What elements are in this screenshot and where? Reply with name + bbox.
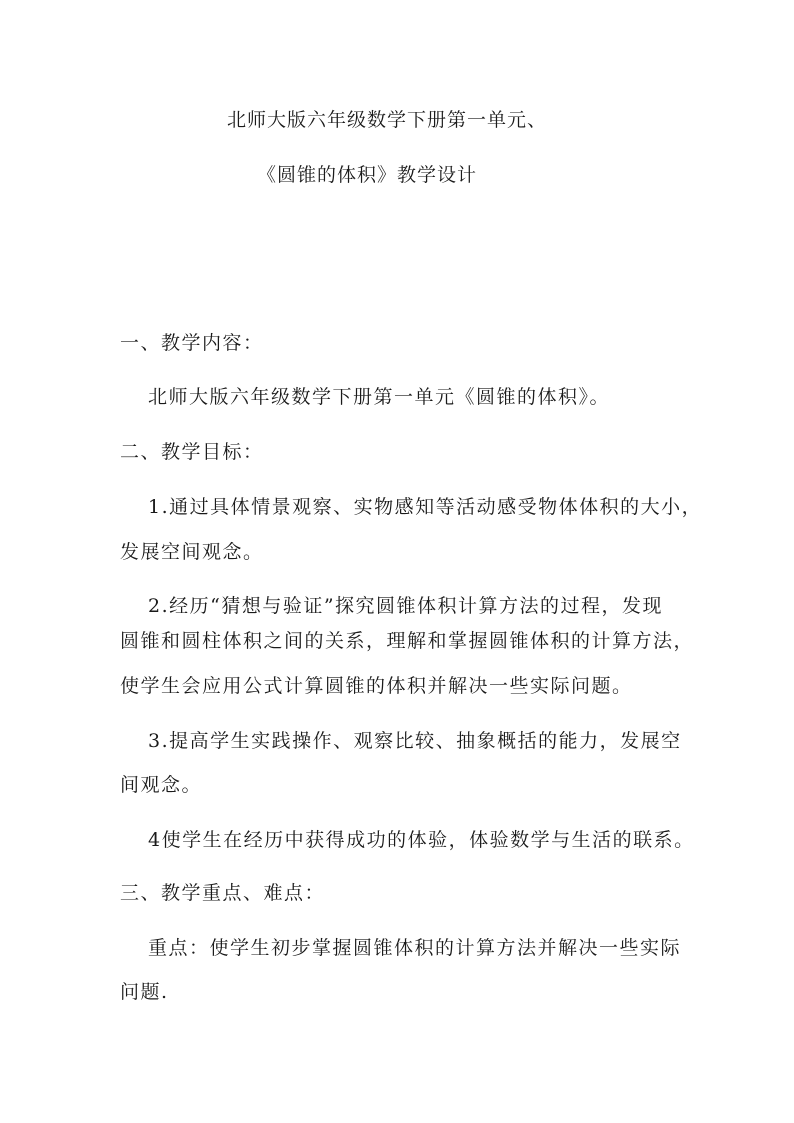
key-point-line2: 问题.	[120, 981, 169, 1003]
key-point-line1: 重点：使学生初步掌握圆锥体积的计算方法并解决一些实际	[148, 937, 682, 959]
section1-text: 北师大版六年级数学下册第一单元《圆锥的体积》。	[148, 386, 611, 408]
goal2-line3: 使学生会应用公式计算圆锥的体积并解决一些实际问题。	[120, 675, 633, 697]
section2-heading: 二、教学目标：	[120, 441, 264, 463]
document-title-line1: 北师大版六年级数学下册第一单元、	[226, 109, 547, 131]
goal3-line1: 3.提高学生实践操作、观察比较、抽象概括的能力，发展空	[148, 730, 682, 752]
goal4-line1: 4使学生在经历中获得成功的体验，体验数学与生活的联系。	[148, 829, 695, 851]
goal1-line2: 发展空间观念。	[120, 541, 264, 563]
goal2-line2: 圆锥和圆柱体积之间的关系，理解和掌握圆锥体积的计算方法，	[120, 630, 695, 652]
section1-heading: 一、教学内容：	[120, 332, 264, 354]
goal2-line1: 2.经历“猜想与验证”探究圆锥体积计算方法的过程，发现	[148, 595, 664, 617]
document-title-line2: 《圆锥的体积》教学设计	[256, 164, 477, 186]
goal1-line1: 1.通过具体情景观察、实物感知等活动感受物体体积的大小，	[148, 496, 703, 518]
section3-heading: 三、教学重点、难点：	[120, 882, 326, 904]
goal3-line2: 间观念。	[120, 774, 203, 796]
